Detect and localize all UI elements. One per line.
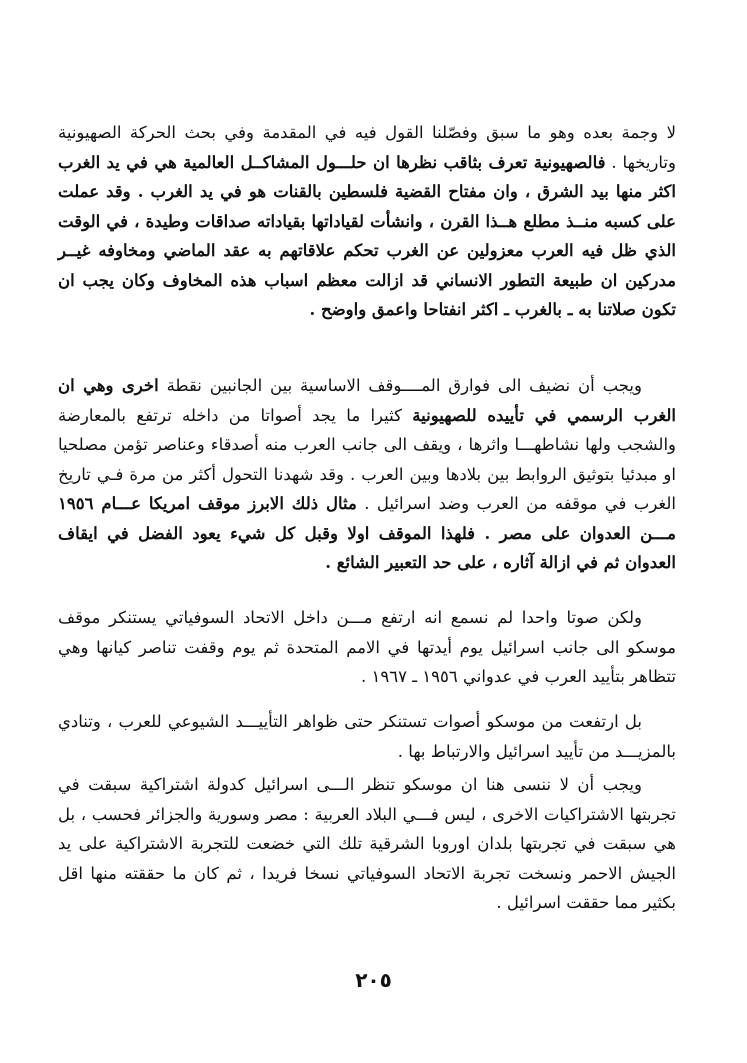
paragraph-2-plain-text-2: كثيرا ما يجد أصواتا من داخله ترتفع بالمعارضة والشجب ولها نشاطهـــا واثرها ، ويقف الى جانب العرب منه أصدقاء وعناصر تؤمن مصلحيا او مبدئيا بتوثيق الروابط بين بلادها وبين العرب . وقد شهدنا التحول أكثر من مرة فـي تاريخ الغرب في موقفه من العرب وضد اسرائيل . [58,405,676,513]
paragraph-4 [58,707,676,766]
paragraph-1-bold-text: فالصهيونية تعرف بثاقب نظرها ان حلـــول المشاكــل العالمية هي في يد الغرب اكثر منها بيد الشرق ، وان مفتاح القضية فلسطين بالقنات هو في يد الغرب . وقد عملت على كسبه منــذ مطلع هــذا القرن ، وانشأت لقياداتها بقياداته صداقات وطيدة ، في الوقت الذي ظل فيه العرب معزولين عن الغرب تحكم علاقاتهم به عقد الماضي ومخاوفه غيــر مدركين ان طبيعة التطور الانساني قد ازالت معظم اسباب هذه المخاوف وكان يجب ان تكون صلاتنا به ـ بالغرب ـ اكثر انفتاحا واعمق واوضح . [58,152,676,319]
page-number: ٢٠٥ [355,968,392,992]
paragraph-1 [58,118,676,325]
paragraph-2-bold-text-1: اخرى وهي ان الغرب الرسمي في تأييده للصهيونية [58,376,676,425]
paragraph-1-plain-text: لا وجمة بعده وهو ما سبق وفصّلنا القول فيه في المقدمة وفي بحث الحركة الصهيونية وتاريخها . [58,123,676,172]
paragraph-4-text: بل ارتفعت من موسكو أصوات تستنكر حتى ظواهر التأييـــد الشيوعي للعرب ، وتنادي بالمزيـــد من تأييد اسرائيل والارتباط بها . [58,712,676,761]
paragraph-5 [58,770,676,918]
paragraph-3 [58,603,676,692]
paragraph-2-plain-text-1: ويجب أن نضيف الى فوارق المــــوقف الاساسية بين الجانبين نقطة [158,376,642,395]
paragraph-2 [58,371,676,578]
paragraph-2-bold-text-2: مثال ذلك الابرز موقف امريكا عـــام ١٩٥٦ مـــن العدوان على مصر . فلهذا الموقف اولا وقبل كل شيء يعود الفضل في ايقاف العدوان ثم في ازالة آثاره ، على حد التعبير الشائع . [58,494,676,572]
paragraph-3-text: ولكن صوتا واحدا لم نسمع انه ارتفع مـــن داخل الاتحاد السوفياتي يستنكر موقف موسكو الى جانب اسرائيل يوم أيدتها في الامم المتحدة ثم يوم وقفت تناصر كيانها وهي تتظاهر بتأييد العرب في عدواني ١٩٥٦ ـ ١٩٦٧ . [58,608,676,686]
paragraph-5-text: ويجب أن لا ننسى هنا ان موسكو تنظر الـــى اسرائيل كدولة اشتراكية سبقت في تجربتها الاشتراكيات الاخرى ، ليس فـــي البلاد العربية : مصر وسورية والجزائر فحسب ، بل هي سبقت في تجربتها بلدان اوروبا الشرقية تلك التي خضعت للتجربة الاشتراكية على يد الجيش الاحمر ونسخت تجربة الاتحاد السوفياتي نسخا فريدا ، ثم كان ما حققته منها اقل بكثير مما حققت اسرائيل . [58,775,676,912]
